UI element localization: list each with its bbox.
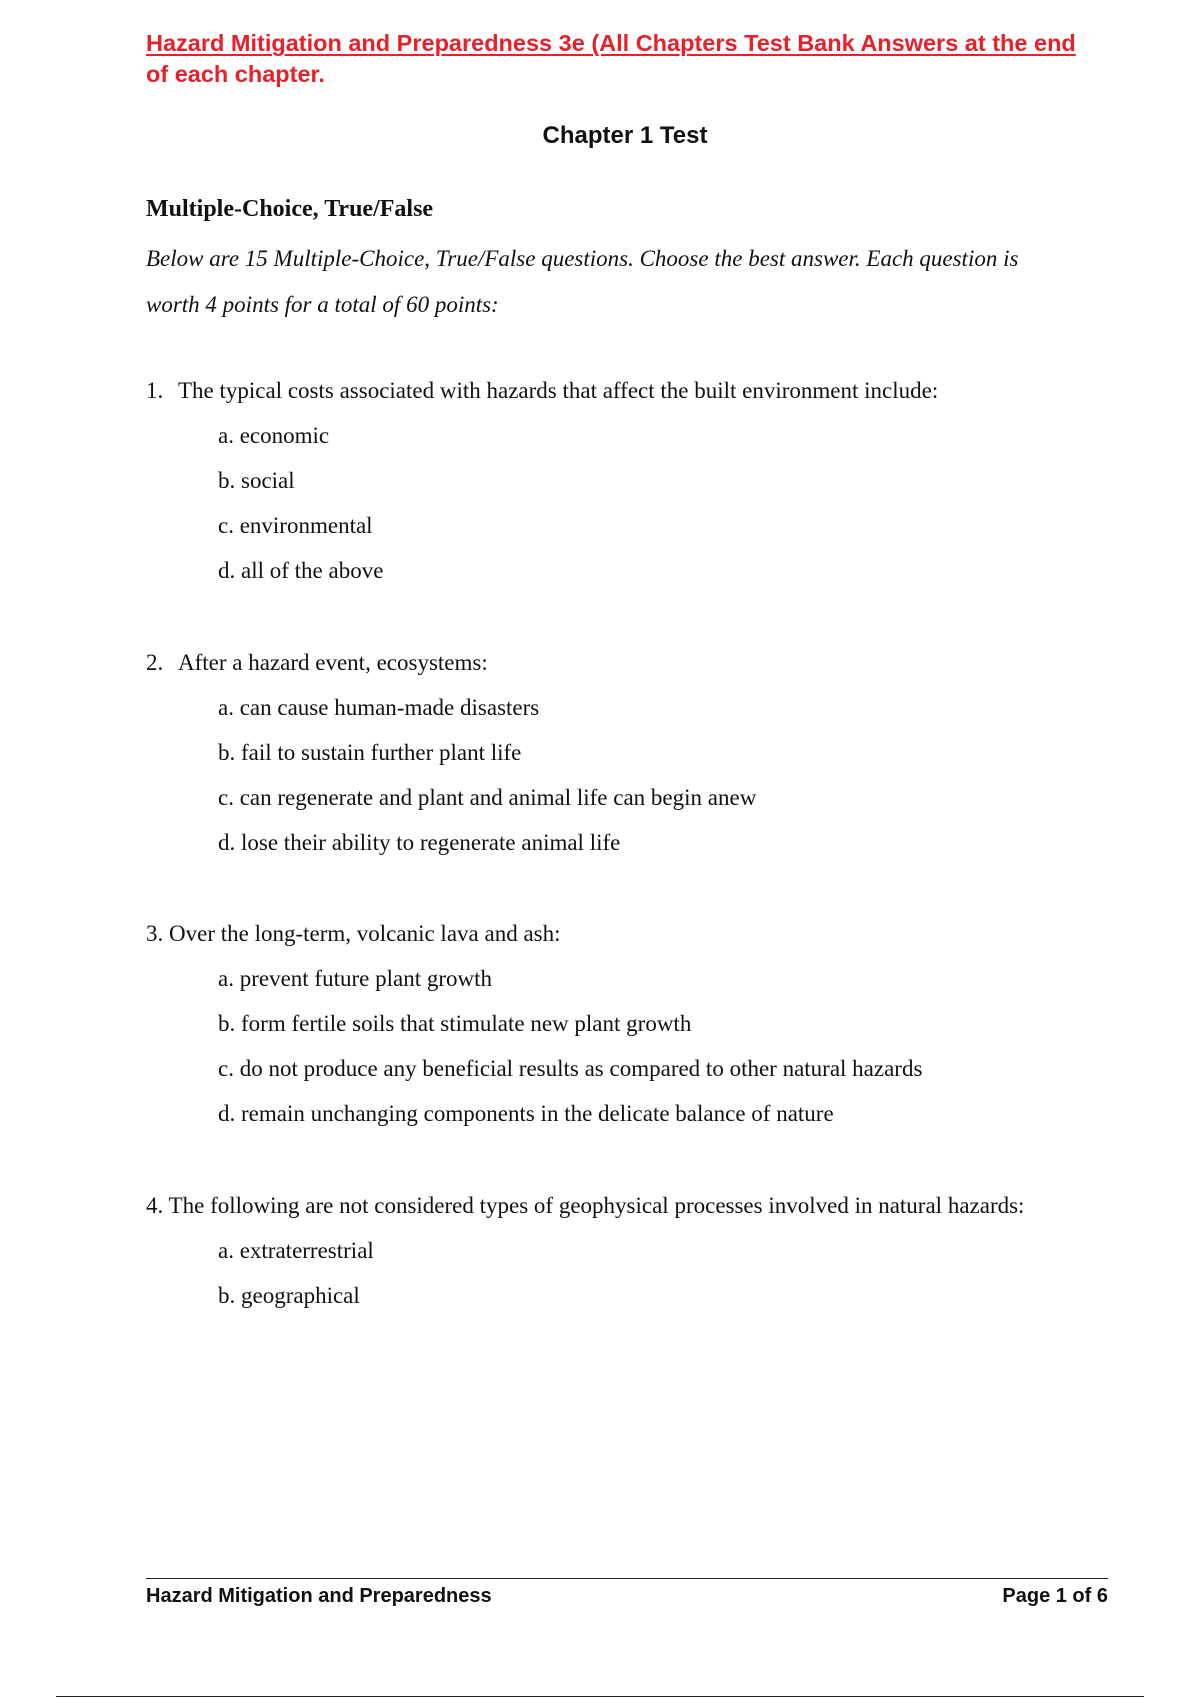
option-d: d. remain unchanging components in the delicate balance of nature — [218, 1101, 834, 1126]
question-1 — [146, 376, 938, 586]
question-4 — [146, 1191, 1024, 1311]
option-d: d. lose their ability to regenerate animal life — [218, 830, 621, 855]
option-c: c. do not produce any beneficial results as compared to other natural hazards — [218, 1056, 923, 1081]
option-a: a. prevent future plant growth — [218, 966, 492, 991]
option-c: c. can regenerate and plant and animal life can begin anew — [218, 785, 757, 810]
header-link-line-2[interactable]: of each chapter. — [146, 61, 325, 87]
chapter-title: Chapter 1 Test — [542, 122, 708, 149]
header-link-line-1[interactable]: Hazard Mitigation and Preparedness 3e (All Chapters Test Bank Answers at the end — [146, 30, 1076, 56]
option-b: b. fail to sustain further plant life — [218, 740, 522, 765]
question-text: Over the long-term, volcanic lava and ash: — [169, 921, 561, 946]
option-list — [218, 964, 922, 1129]
footer-divider — [146, 1578, 1108, 1579]
question-3 — [146, 919, 922, 1129]
instructions-line-1: Below are 15 Multiple-Choice, True/False questions. Choose the best answer. Each question is — [146, 246, 1019, 271]
instructions-line-2: worth 4 points for a total of 60 points: — [146, 292, 499, 317]
section-heading: Multiple-Choice, True/False — [146, 196, 434, 222]
option-a: a. extraterrestrial — [218, 1238, 374, 1263]
option-list — [218, 1236, 1024, 1311]
option-a: a. can cause human-made disasters — [218, 695, 540, 720]
option-d: d. all of the above — [218, 558, 384, 583]
option-list — [218, 693, 756, 858]
question-stem — [146, 376, 938, 406]
question-number: 2. — [146, 650, 164, 675]
question-number: 4. — [146, 1193, 164, 1218]
question-text: After a hazard event, ecosystems: — [178, 650, 488, 675]
option-b: b. geographical — [218, 1283, 360, 1308]
footer-title: Hazard Mitigation and Preparedness — [146, 1585, 492, 1607]
question-stem — [146, 1191, 1024, 1221]
option-b: b. form fertile soils that stimulate new plant growth — [218, 1011, 692, 1036]
page-bottom-divider — [56, 1696, 1144, 1697]
header-link[interactable] — [146, 28, 1106, 90]
option-b: b. social — [218, 468, 295, 493]
question-number: 1. — [146, 378, 164, 403]
question-text: The typical costs associated with hazards that affect the built environment include: — [178, 378, 939, 403]
question-number: 3. — [146, 921, 164, 946]
question-stem — [146, 648, 756, 678]
option-a: a. economic — [218, 423, 330, 448]
page-number: Page 1 of 6 — [1002, 1585, 1108, 1607]
question-stem — [146, 919, 922, 949]
instructions — [146, 236, 1096, 328]
option-c: c. environmental — [218, 513, 373, 538]
question-text: The following are not considered types of geophysical processes involved in natural hazards: — [168, 1193, 1025, 1218]
option-list — [218, 421, 938, 586]
question-2 — [146, 648, 756, 858]
